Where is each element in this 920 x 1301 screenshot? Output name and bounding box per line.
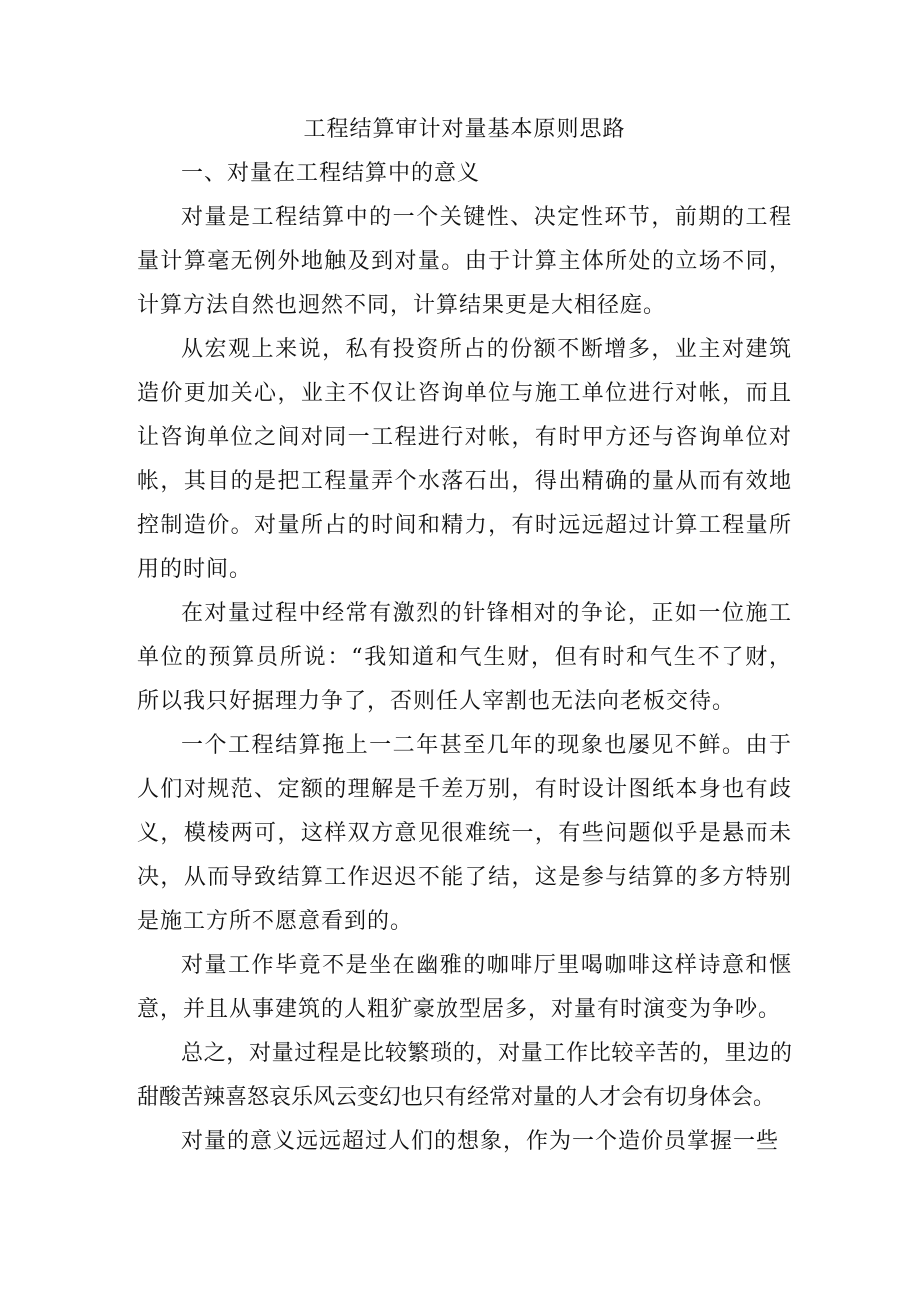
paragraph: 对量是工程结算中的一个关键性、决定性环节，前期的工程量计算毫无例外地触及到对量。由于计算主体所处的立场不同，计算方法自然也迥然不同，计算结果更是大相径庭。 — [137, 205, 792, 318]
paragraph: 在对量过程中经常有激烈的针锋相对的争论，正如一位施工单位的预算员所说：“我知道和气生财，但有时和气生不了财，所以我只好据理力争了，否则任人宰割也无法向老板交待。 — [137, 601, 792, 714]
paragraph: 一个工程结算拖上一二年甚至几年的现象也屡见不鲜。由于人们对规范、定额的理解是千差万别，有时设计图纸本身也有歧义，模棱两可，这样双方意见很难统一，有些问题似乎是悬而未决，从而导致结算工作迟迟不能了结，这是参与结算的多方特别是施工方所不愿意看到的。 — [137, 733, 792, 934]
paragraph: 从宏观上来说，私有投资所占的份额不断增多，业主对建筑造价更加关心，业主不仅让咨询单位与施工单位进行对帐，而且让咨询单位之间对同一工程进行对帐，有时甲方还与咨询单位对帐，其目的是把工程量弄个水落石出，得出精确的量从而有效地控制造价。对量所占的时间和精力，有时远远超过计算工程量所用的时间。 — [137, 337, 792, 582]
section-heading: 一、对量在工程结算中的意义 — [181, 161, 481, 186]
document-title: 工程结算审计对量基本原则思路 — [303, 117, 626, 142]
paragraph: 对量工作毕竟不是坐在幽雅的咖啡厅里喝咖啡这样诗意和惬意，并且从事建筑的人粗犷豪放型居多，对量有时演变为争吵。 — [137, 953, 792, 1022]
paragraph: 对量的意义远远超过人们的想象，作为一个造价员掌握一些 — [181, 1129, 780, 1154]
paragraph: 总之，对量过程是比较繁琐的，对量工作比较辛苦的，里边的甜酸苦辣喜怒哀乐风云变幻也只有经常对量的人才会有切身体会。 — [137, 1041, 792, 1110]
